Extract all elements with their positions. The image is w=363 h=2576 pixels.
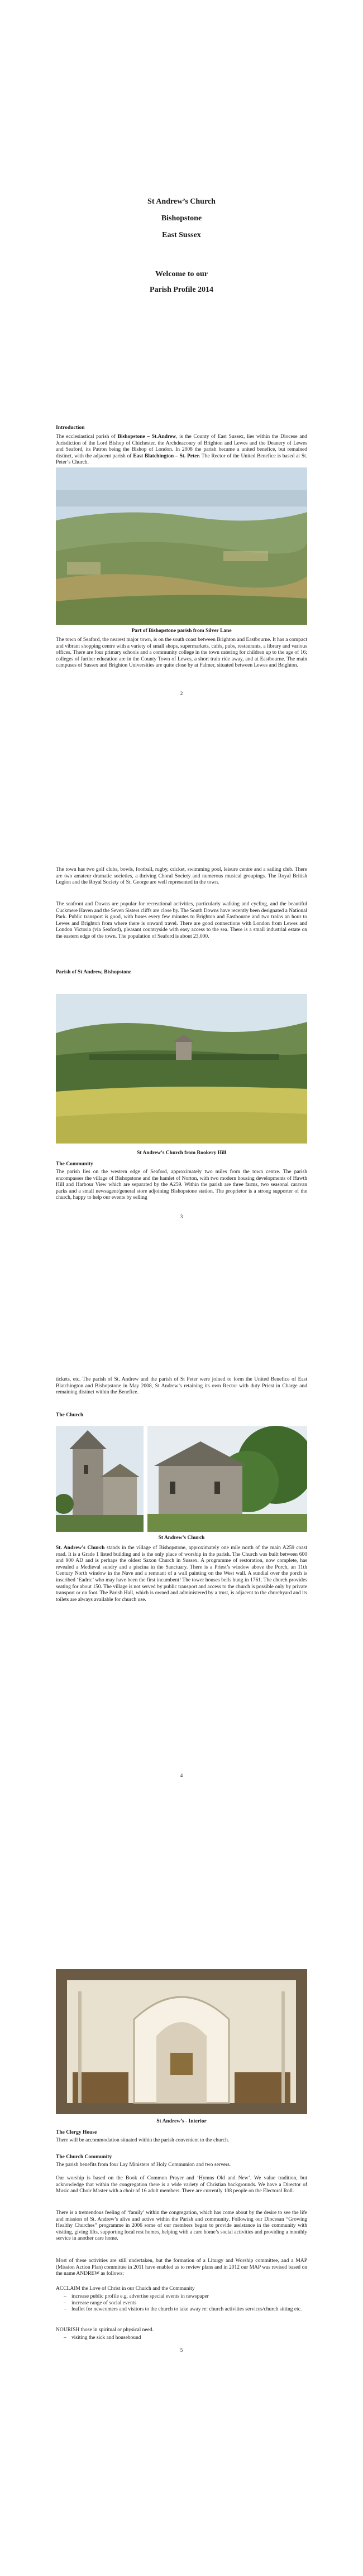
- church-tower-photo: [56, 1426, 144, 1532]
- cover-church-title: St Andrew’s Church: [147, 197, 216, 206]
- acclaim-list: [63, 2294, 314, 2313]
- worship-paragraph: Our worship is based on the Book of Common Prayer and ‘Hymns Old and New’. We value tradition, but acknowledge that within the congregation there is a wide variety of Christian backgrounds. We have a Director of Music and Choir Master with a choir of 16 adult members. There are currently 108 people on the Electoral Roll.: [56, 2175, 307, 2194]
- clergy-house-heading: The Clergy House: [56, 2130, 97, 2135]
- list-item: – increase public profile e.g. advertise special events in newspaper: [71, 2294, 314, 2300]
- town-facilities: The town has two golf clubs, bowls, football, rugby, cricket, swimming pool, leisure centre and a sailing club. There are two amateur dramatic societies, a thriving Choral Society and numerous musical groupings. The Royal British Legion and the Royal Society of St. George are well represented in the town.: [56, 867, 307, 886]
- page-number: 2: [180, 691, 183, 696]
- list-item: – visiting the sick and housebound: [71, 2335, 314, 2342]
- town-description: The town of Seaford, the nearest major town, is on the south coast between Brighton and Eastbourne. It has a compact and vibrant shopping centre with a variety of small shops, supermarkets, cafés, pubs, restaurants, a library and various offices. There are four primary schools and a community college in the town catering for children up to the age of 16; colleges of further education are in the County Town of Lewes, a short train ride away, and at Eastbourne. The main campuses of Sussex and Brighton Universities are quite close by at Falmer, situated between Lewes and Brighton.: [56, 637, 307, 669]
- community-heading: The Community: [56, 1161, 93, 1167]
- seafront-paragraph: The seafront and Downs are popular for recreational activities, particularly walking and cycling, and the beautiful Cuckmere Haven and the Seven Sisters cliffs are close by. The South Downs have recently been designated a National Park. Public transport is good, with buses every few minutes to Brighton and Eastbourne and two trains an hour to Lewes and Brighton from where there is onward travel. There are good connections with London from Lewes and London Victoria (via Seaford), pleasant countryside with easy access to the sea. There is a small industrial estate on the eastern edge of the town. The population of Seaford is about 23,000.: [56, 901, 307, 939]
- cover-county-title: East Sussex: [162, 231, 201, 239]
- church-community-heading: The Church Community: [56, 2154, 112, 2160]
- map-paragraph: Most of these activities are still undertaken, but the formation of a Liturgy and Worship committee, and a MAP (Mission Action Plan) committee in 2011 have enabled us to review plans and in 2012 our MAP was revised based on the name ANDREW as follows:: [56, 2258, 307, 2277]
- page-number: 5: [180, 2347, 183, 2353]
- interior-caption: St Andrew’s - Interior: [156, 2119, 207, 2124]
- page-number: 3: [180, 1214, 183, 1219]
- cover-profile-title: Parish Profile 2014: [149, 286, 214, 294]
- interior-photo: [56, 1969, 307, 2114]
- community-paragraph: The parish lies on the western edge of Seaford, approximately two miles from the town centre. The parish encompasses the village of Bishopstone and the hamlet of Norton, with two modern housing developments of Hawth Hill and Harbour View which are separated by the A259. Within the parish are three farms, two seasonal caravan parks and a small newsagent/general store adjoining Bishopstone station. The proprietor is a strong supporter of the church, happy to help our events by selling: [56, 1169, 307, 1201]
- rookery-hill-caption: St Andrew’s Church from Rookery Hill: [137, 1150, 226, 1156]
- nourish-line: NOURISH those in spiritual or physical need.: [56, 2327, 154, 2333]
- cover-welcome-title: Welcome to our: [155, 270, 208, 278]
- church-description: St. Andrew’s Church stands in the village of Bishopstone, approximately one mile north of the main A259 coast road. It is a Grade 1 listed building and is the only place of worship in the parish. The Church was built between 600 and 900 AD and is perhaps the oldest Saxon Church in Sussex. A programme of restoration, now complete, has revealed a Medieval sundry and a piscina in the Sanctuary. There is a Priest’s window above the Porch, an 11th Century North window in the Nave and a remnant of a wall painting on the West wall. A sundial over the porch is inscribed ‘Eadric’ who may have been the first incumbent! The tower houses bells hung in 1761. The church provides seating for about 150. The village is not served by public transport and access to the church is possible only by private transport or on foot. The Parish Hall, which is owned and administered by a trust, is adjacent to the churchyard and its toilets are always available for church use.: [56, 1545, 308, 1603]
- church-caption: St Andrew’s Church: [158, 1535, 205, 1541]
- acclaim-line: ACCLAIM the Love of Christ in our Church and the Community: [56, 2286, 195, 2292]
- parish-heading: Parish of St Andrew, Bishopstone: [56, 969, 132, 975]
- silver-lane-photo: [56, 467, 307, 625]
- rookery-hill-photo: [56, 994, 307, 1144]
- church-side-photo: [147, 1426, 307, 1532]
- list-item: – leaflet for newcomers and visitors to the church to take away re: church activities services/church sitting etc.: [71, 2307, 314, 2313]
- intro-heading: Introduction: [56, 425, 85, 431]
- benefice-paragraph: tickets, etc. The parish of St. Andrew and the parish of St Peter were joined to form the United Benefice of East Blatchington and Bishopstone in May 2008, St Andrew’s retaining its own Rector with duty Priest in Charge and remaining distinct within the Benefice.: [56, 1377, 307, 1396]
- church-heading: The Church: [56, 1412, 84, 1418]
- family-paragraph: There is a tremendous feeling of ‘family’ within the congregation, which has come about by the desire to see the life and mission of St. Andrew’s alive and active within the Parish and community. Following our Diocesan “Growing Healthy Churches” programme in 2006 some of our members began to provide assistance in the community with visiting, giving lifts, supporting local rest homes, helping with a care home’s social activities and providing a monthly service in another care home.: [56, 2210, 307, 2242]
- page-number: 4: [180, 1773, 183, 1778]
- cover-village-title: Bishopstone: [161, 214, 202, 223]
- nourish-list: [63, 2335, 314, 2342]
- lay-ministers-text: The parish benefits from four Lay Ministers of Holy Communion and two servers.: [56, 2162, 231, 2168]
- clergy-house-text: There will be accommodation situated within the parish convenient to the church.: [56, 2138, 230, 2143]
- intro-paragraph: The ecclesiastical parish of Bishopstone – St.Andrew, is the County of East Sussex, lies within the Diocese and Jurisdiction of the Lord Bishop of Chichester, the Archdeaconry of Brighton and Lewes and the Deanery of Lewes and Seaford, its Patron being the Bishop of London. In 2008 the parish became a united benefice, but remained distinct, with the adjacent parish of East Blatchington – St. Peter. The Rector of the United Benefice is based at St. Peter’s Church.: [56, 434, 308, 466]
- silver-lane-caption: Part of Bishopstone parish from Silver Lane: [131, 628, 232, 634]
- list-item: – increase range of social events: [71, 2300, 314, 2307]
